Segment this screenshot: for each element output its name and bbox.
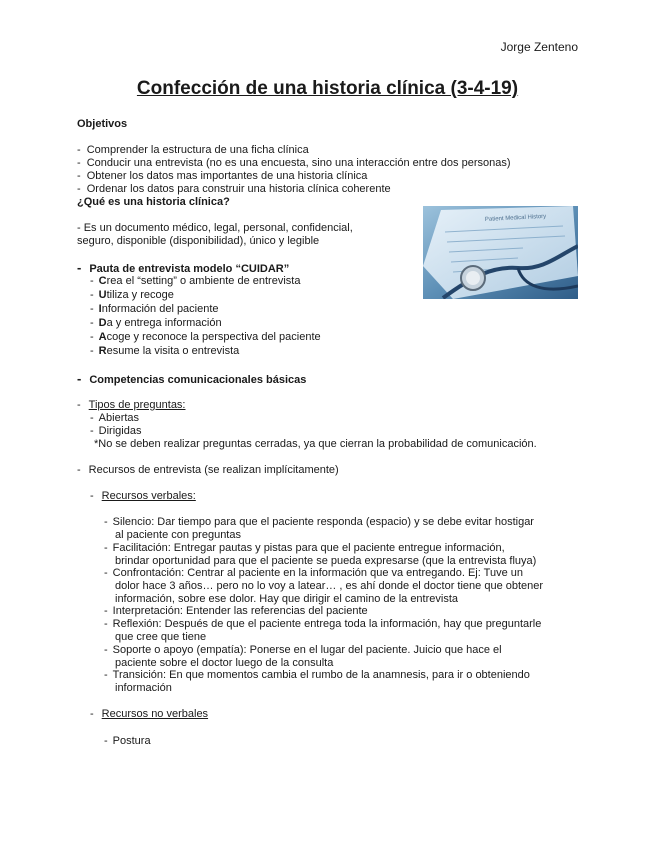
no-verbales-heading: - Recursos no verbales bbox=[90, 708, 209, 720]
competencias-heading: - Competencias comunicacionales básicas bbox=[77, 371, 307, 386]
list-item: - Ordenar los datos para construir una historia clínica coherente bbox=[77, 183, 391, 195]
stethoscope-photo bbox=[423, 206, 578, 299]
cuidar-item: - Crea el “setting” o ambiente de entrevista bbox=[90, 275, 301, 287]
verbal-item-cont: información bbox=[115, 682, 172, 694]
page-title: Confección de una historia clínica (3-4-19) bbox=[136, 78, 519, 99]
definition-line: seguro, disponible (disponibilidad), único y legible bbox=[77, 235, 320, 247]
verbales-heading: - Recursos verbales: bbox=[90, 490, 196, 502]
cuidar-item: - Resume la visita o entrevista bbox=[90, 345, 240, 357]
verbal-item-cont: al paciente con preguntas bbox=[115, 529, 241, 541]
author-name: Jorge Zenteno bbox=[500, 40, 578, 54]
cuidar-item: - Da y entrega información bbox=[90, 317, 222, 329]
verbal-item-cont: paciente sobre el doctor luego de la consulta bbox=[115, 657, 334, 669]
verbal-item: - Transición: En que momentos cambia el rumbo de la anamnesis, para ir o obteniendo bbox=[104, 669, 530, 681]
verbal-item-cont: que cree que tiene bbox=[115, 631, 207, 643]
list-item: - Comprender la estructura de una ficha clínica bbox=[77, 144, 309, 156]
verbal-item: - Facilitación: Entregar pautas y pistas para que el paciente entregue información, bbox=[104, 542, 505, 554]
verbal-item-cont: información, sobre ese dolor. Hay que dirigir el camino de la entrevista bbox=[115, 593, 459, 605]
list-item: - Dirigidas bbox=[90, 425, 142, 437]
que-es-heading: ¿Qué es una historia clínica? bbox=[77, 196, 230, 208]
cuidar-item: - Información del paciente bbox=[90, 303, 219, 315]
verbal-item: - Soporte o apoyo (empatía): Ponerse en el lugar del paciente. Juicio que hace el bbox=[104, 644, 502, 656]
verbal-item-cont: dolor hace 3 años… pero no lo voy a latear… , es ahí donde el doctor tiene que obtener bbox=[115, 580, 544, 592]
recursos-heading: - Recursos de entrevista (se realizan implícitamente) bbox=[77, 464, 339, 476]
form-label: Patient Medical History bbox=[484, 213, 547, 223]
cuidar-item: - Acoge y reconoce la perspectiva del paciente bbox=[90, 331, 321, 343]
tipos-note: *No se deben realizar preguntas cerradas, ya que cierran la probabilidad de comunicación. bbox=[94, 438, 537, 450]
cuidar-heading: - Pauta de entrevista modelo “CUIDAR” bbox=[77, 260, 290, 275]
list-item: - Abiertas bbox=[90, 412, 140, 424]
list-item: - Conducir una entrevista (no es una encuesta, sino una interacción entre dos personas) bbox=[77, 157, 511, 169]
list-item: - Obtener los datos mas importantes de una historia clínica bbox=[77, 170, 368, 182]
cuidar-item: - Utiliza y recoge bbox=[90, 289, 174, 301]
no-verbal-item: - Postura bbox=[104, 735, 151, 747]
verbal-item: - Silencio: Dar tiempo para que el paciente responda (espacio) y se debe evitar hostigar bbox=[104, 516, 534, 528]
verbal-item: - Interpretación: Entender las referencias del paciente bbox=[104, 605, 368, 617]
verbal-item: - Confrontación: Centrar al paciente en la información que va entregando. Ej: Tuve un bbox=[104, 567, 523, 579]
tipos-heading: - Tipos de preguntas: bbox=[77, 399, 186, 411]
objetivos-heading: Objetivos bbox=[77, 118, 128, 130]
verbal-item-cont: brindar oportunidad para que el paciente se pueda expresarse (que la entrevista fluya) bbox=[115, 555, 537, 567]
verbal-item: - Reflexión: Después de que el paciente entrega toda la información, hay que preguntarle bbox=[104, 618, 542, 630]
definition-line: - Es un documento médico, legal, personal, confidencial, bbox=[77, 222, 353, 234]
